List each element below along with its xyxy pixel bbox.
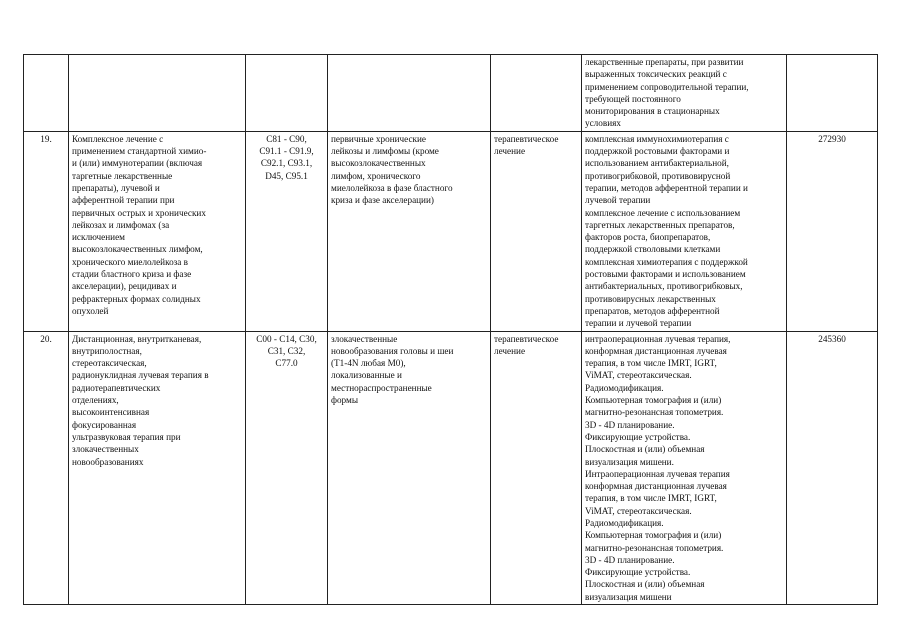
- text-line: интраоперационная лучевая терапия,: [585, 333, 731, 344]
- text-line: Комплексное лечение с: [72, 133, 164, 144]
- price-cell: [787, 131, 878, 331]
- text-line: злокачественных: [72, 444, 139, 455]
- text-line: лечение: [494, 345, 526, 356]
- text-line: требующей постоянного: [585, 93, 681, 104]
- text-line: лекарственные препараты, при развитии: [585, 57, 744, 67]
- text-line: препаратов, методов афферентной: [585, 305, 720, 316]
- text-line: конформная дистанционная лучевая: [585, 345, 727, 356]
- text-line: противогрибковой, противовирусной: [585, 170, 731, 181]
- text-line: поддержкой ростовыми факторами и: [585, 146, 730, 157]
- care-name-cell: [69, 55, 246, 132]
- text-line: факторов роста, биопрепаратов,: [585, 232, 711, 243]
- text-line: первичных острых и хронических: [72, 207, 206, 218]
- treatment-method-cell: [582, 331, 787, 605]
- text-line: радиотерапевтических: [72, 382, 161, 393]
- table-row: [24, 131, 878, 331]
- text-line: первичные хронические: [331, 133, 427, 144]
- text-line: опухолей: [72, 305, 109, 316]
- text-line: Фиксирующие устройства.: [585, 431, 691, 442]
- row-number: 20.: [40, 333, 52, 344]
- text-line: стереотаксическая,: [72, 358, 147, 369]
- text-line: магнитно-резонансная топометрия.: [585, 542, 724, 553]
- text-line: лейкозах и лимфомах (за: [72, 219, 170, 230]
- text-line: Дистанционная, внутритканевая,: [72, 333, 202, 344]
- text-line: высокоинтенсивная: [72, 407, 150, 418]
- text-line: внутриполостная,: [72, 345, 142, 356]
- text-line: миелолейкоза в фазе бластного: [331, 182, 453, 193]
- text-line: Компьютерная томография и (или): [585, 530, 722, 541]
- text-line: комплексная химиотерапия с поддержкой: [585, 256, 748, 267]
- price-value: 245360: [818, 333, 846, 344]
- text-line: и (или) иммунотерапии (включая: [72, 158, 203, 169]
- text-line: стадии бластного криза и фазе: [72, 269, 192, 280]
- text-line: (T1-4N любая M0),: [331, 358, 406, 369]
- treatment-type-cell: [491, 55, 582, 132]
- text-line: поддержкой стволовыми клетками: [585, 244, 721, 255]
- text-line: радионуклидная лучевая терапия в: [72, 370, 209, 381]
- text-line: фокусированная: [72, 419, 137, 430]
- text-line: терапевтическое: [494, 133, 559, 144]
- care-name-cell: [69, 131, 246, 331]
- text-line: ViMAT, стереотаксическая.: [585, 370, 692, 381]
- text-line: терапия, в том числе IMRT, IGRT,: [585, 493, 717, 504]
- text-line: лейкозы и лимфомы (кроме: [331, 146, 439, 157]
- text-line: конформная дистанционная лучевая: [585, 481, 727, 492]
- patient-model-cell: [328, 331, 491, 605]
- text-line: терапии, методов афферентной терапии и: [585, 182, 748, 193]
- text-line: ViMAT, стереотаксическая.: [585, 505, 692, 516]
- price-value: 272930: [818, 133, 846, 144]
- text-line: визуализация мишени: [585, 591, 672, 602]
- text-line: терапевтическое: [494, 333, 559, 344]
- icd-codes-cell: [246, 131, 328, 331]
- treatment-method-cell: [582, 131, 787, 331]
- table-row: [24, 55, 878, 132]
- treatment-type-cell: [491, 131, 582, 331]
- text-line: применением сопроводительной терапии,: [585, 81, 749, 92]
- text-line: лимфом, хронического: [331, 170, 421, 181]
- text-line: комплексная иммунохимиотерапия с: [585, 133, 729, 144]
- text-line: ультразвуковая терапия при: [72, 431, 181, 442]
- text-line: новообразования головы и шеи: [331, 345, 454, 356]
- text-line: условиях: [585, 118, 621, 129]
- text-line: Радиомодификация.: [585, 382, 664, 393]
- text-line: хронического миелолейкоза в: [72, 256, 189, 267]
- price-cell: [787, 331, 878, 605]
- text-line: формы: [331, 395, 358, 406]
- icd-code-line: C00 - C14, C30,: [256, 333, 317, 344]
- text-line: мониторирования в стационарных: [585, 106, 720, 117]
- price-cell: [787, 55, 878, 132]
- text-line: Плоскостная и (или) объемная: [585, 444, 705, 455]
- text-line: таргетных лекарственных препаратов,: [585, 219, 735, 230]
- text-line: Интраоперационная лучевая терапия: [585, 468, 730, 479]
- text-line: высокозлокачественных лимфом,: [72, 244, 203, 255]
- text-line: препараты), лучевой и: [72, 182, 160, 193]
- icd-code-line: C81 - C90,: [266, 133, 307, 144]
- text-line: Плоскостная и (или) объемная: [585, 579, 705, 590]
- text-line: высокозлокачественных: [331, 158, 426, 169]
- text-line: терапии и лучевой терапии: [585, 318, 692, 329]
- icd-code-line: C77.0: [275, 358, 298, 369]
- care-name-cell: [69, 331, 246, 605]
- text-line: терапия, в том числе IMRT, IGRT,: [585, 358, 717, 369]
- table-row: [24, 331, 878, 605]
- text-line: афферентной терапии при: [72, 195, 175, 206]
- text-line: акселерации), рецидивах и: [72, 281, 177, 292]
- patient-model-cell: [328, 131, 491, 331]
- icd-code-line: C31, C32,: [267, 345, 306, 356]
- text-line: комплексное лечение с использованием: [585, 207, 741, 218]
- text-line: 3D - 4D планирование.: [585, 419, 675, 430]
- text-line: новообразованиях: [72, 456, 144, 467]
- text-line: местнораспространенные: [331, 382, 432, 393]
- icd-code-line: C91.1 - C91.9,: [259, 146, 314, 157]
- text-line: злокачественные: [331, 333, 398, 344]
- icd-codes-cell: [246, 55, 328, 132]
- row-number: 19.: [40, 133, 52, 144]
- text-line: выраженных токсических реакций с: [585, 69, 727, 80]
- text-line: криза и фазе акселерации): [331, 195, 434, 206]
- text-line: таргетные лекарственные: [72, 170, 173, 181]
- medical-care-table: [23, 54, 878, 605]
- text-line: противовирусных лекарственных: [585, 293, 716, 304]
- text-line: визуализация мишени.: [585, 456, 674, 467]
- text-line: антибактериальных, противогрибковых,: [585, 281, 743, 292]
- text-line: рефрактерных формах солидных: [72, 293, 201, 304]
- row-number-cell: [24, 131, 69, 331]
- text-line: ростовыми факторами и использованием: [585, 269, 746, 280]
- text-line: Фиксирующие устройства.: [585, 567, 691, 578]
- text-line: лучевой терапии: [585, 195, 651, 206]
- treatment-type-cell: [491, 331, 582, 605]
- text-line: Радиомодификация.: [585, 517, 664, 528]
- icd-code-line: C92.1, C93.1,: [260, 158, 313, 169]
- text-line: Компьютерная томография и (или): [585, 395, 722, 406]
- icd-code-line: D45, C95.1: [265, 170, 308, 181]
- row-number-cell: [24, 331, 69, 605]
- text-line: исключением: [72, 232, 125, 243]
- row-number-cell: [24, 55, 69, 132]
- treatment-method-cell: [582, 55, 787, 132]
- text-line: применением стандартной химио-: [72, 146, 207, 157]
- text-line: отделениях,: [72, 395, 119, 406]
- text-line: локализованные и: [331, 370, 402, 381]
- icd-codes-cell: [246, 331, 328, 605]
- patient-model-cell: [328, 55, 491, 132]
- text-line: магнитно-резонансная топометрия.: [585, 407, 724, 418]
- text-line: использованием антибактериальной,: [585, 158, 729, 169]
- text-line: 3D - 4D планирование.: [585, 554, 675, 565]
- text-line: лечение: [494, 146, 526, 157]
